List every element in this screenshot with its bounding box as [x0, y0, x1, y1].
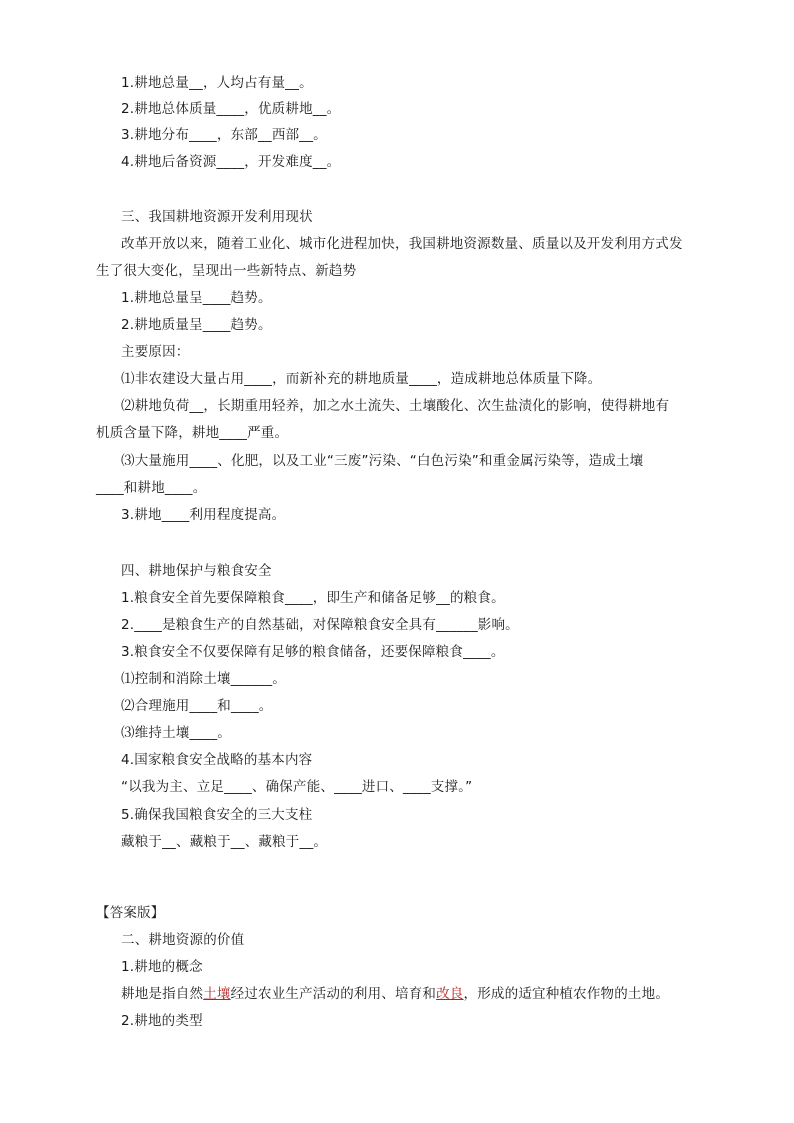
cropland-definition: [121, 984, 669, 1004]
section-four-title: 四、耕地保护与粮食安全: [121, 563, 272, 579]
definition-suffix: ，形成的适宜种植农作物的土地。: [463, 986, 670, 1002]
answer-section-two-title: 二、耕地资源的价值: [121, 932, 245, 948]
cropland-item-3: 3.耕地分布____，东部__西部__。: [121, 127, 327, 143]
section-four-item-3: 3.粮食安全不仅要保障有足够的粮食储备，还要保障粮食____。: [121, 644, 505, 660]
definition-prefix: 耕地是指自然: [121, 986, 204, 1002]
section-four-sub-1: ⑴控制和消除土壤______。: [121, 671, 286, 687]
section-three-item-1: 1.耕地总量呈____趋势。: [121, 290, 272, 306]
section-three-item-2: 2.耕地质量呈____趋势。: [121, 317, 272, 333]
cropland-item-2: 2.耕地总体质量____，优质耕地__。: [121, 101, 341, 117]
definition-answer-improvement: 改良: [436, 986, 464, 1002]
answer-item-2-title: 2.耕地的类型: [121, 1013, 203, 1029]
section-four-item-2: 2.____是粮食生产的自然基础，对保障粮食安全具有______影响。: [121, 617, 519, 633]
three-pillars: 藏粮于__、藏粮于__、藏粮于__。: [121, 834, 328, 850]
cropland-item-1: 1.耕地总量__，人均占有量__。: [121, 75, 313, 91]
section-three-intro-line1: 改革开放以来，随着工业化、城市化进程加快，我国耕地资源数量、质量以及开发利用方式发: [121, 236, 683, 252]
section-four-sub-2: ⑵合理施用____和____。: [121, 698, 273, 714]
reasons-label: 主要原因：: [121, 344, 190, 360]
definition-middle: 经过农业生产活动的利用、培育和: [230, 986, 437, 1002]
section-four-sub-3: ⑶维持土壤____。: [121, 725, 231, 741]
strategy-quote: “以我为主、立足____、确保产能、____进口、____支撑。”: [121, 779, 473, 795]
section-three-title: 三、我国耕地资源开发利用现状: [121, 209, 313, 225]
section-four-item-4: 4.国家粮食安全战略的基本内容: [121, 752, 313, 768]
section-three-intro-line2: 生了很大变化，呈现出一些新特点、新趋势: [96, 263, 357, 279]
reason-3-line2: ____和耕地____。: [96, 480, 207, 496]
answer-version-heading: 【答案版】: [96, 905, 165, 921]
answer-item-1-title: 1.耕地的概念: [121, 959, 203, 975]
definition-answer-soil: 土壤: [203, 986, 231, 1002]
section-three-item-3: 3.耕地____利用程度提高。: [121, 507, 286, 523]
cropland-item-4: 4.耕地后备资源____，开发难度__。: [121, 154, 341, 170]
reason-2-line2: 机质含量下降，耕地____严重。: [96, 425, 289, 441]
reason-2-line1: ⑵耕地负荷__，长期重用轻养，加之水土流失、土壤酸化、次生盐渍化的影响，使得耕地有: [121, 398, 670, 414]
section-four-item-5: 5.确保我国粮食安全的三大支柱: [121, 807, 313, 823]
reason-3-line1: ⑶大量施用____、化肥，以及工业“三废”污染、“白色污染”和重金属污染等，造成土壤: [121, 453, 644, 469]
section-four-item-1: 1.粮食安全首先要保障粮食____，即生产和储备足够__的粮食。: [121, 590, 505, 606]
reason-1: ⑴非农建设大量占用____，而新补充的耕地质量____，造成耕地总体质量下降。: [121, 371, 602, 387]
